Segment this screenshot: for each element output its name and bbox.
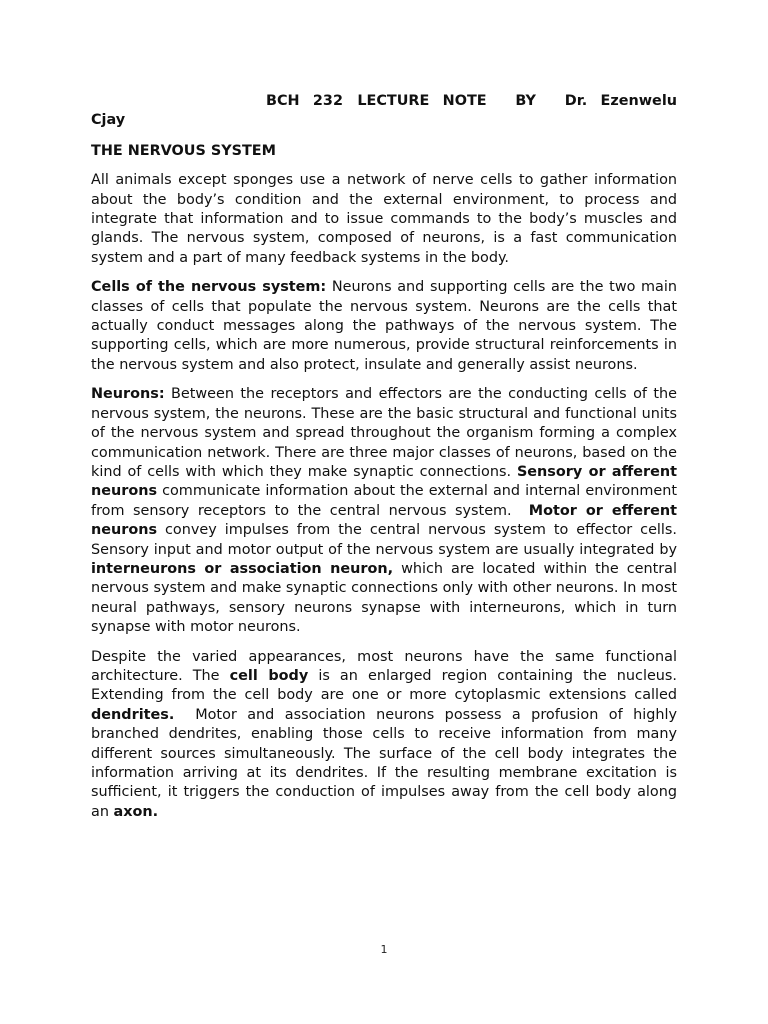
- page-number: 1: [380, 943, 388, 956]
- architecture-text-1: Despite the varied appearances, most neurons have the same functional architecture. The: [91, 648, 677, 684]
- document-page: [91, 92, 677, 822]
- interneurons-term: interneurons or association neuron,: [91, 560, 394, 577]
- architecture-text-2: is an enlarged region containing the nucleus. Extending from the cell body are one or more cytoplasmic extensions called: [91, 667, 677, 704]
- paragraph-cells: [91, 278, 677, 375]
- paragraph-neurons: [91, 385, 677, 637]
- dendrites-term: dendrites.: [91, 706, 175, 723]
- cells-text: Neurons and supporting cells are the two main classes of cells that populate the nervous system. Neurons are the cells that actually conduct messages along the pathways of the nervous system. The supporting cells, which are more numerous, provide structural reinforcements in the nervous system and also protect, insulate and generally assist neurons.: [91, 279, 677, 373]
- neurons-text-4: which are located within the central nervous system and make synaptic connections only with other neurons. In most neural pathways, sensory neurons synapse with interneurons, which in turn synapse with motor neurons.: [91, 560, 677, 636]
- paragraph-intro: All animals except sponges use a network of nerve cells to gather information about the body’s condition and the external environment, to process and integrate that information and to issue commands to the body’s muscles and glands. The nervous system, composed of neurons, is a fast communication system and a part of many feedback systems in the body.: [91, 172, 677, 266]
- header-text: BCH 232 LECTURE NOTE BY Dr. Ezenwelu Cjay: [91, 93, 677, 129]
- neurons-text-3: convey impulses from the central nervous system to effector cells. Sensory input and motor output of the nervous system are usually integrated by: [91, 522, 677, 558]
- section-title: THE NERVOUS SYSTEM: [91, 142, 276, 159]
- lecture-header: [91, 92, 677, 131]
- cell-body-term: cell body: [229, 667, 309, 684]
- paragraph-architecture: [91, 648, 677, 823]
- neurons-text-2: communicate information about the external and internal environment from sensory receptors to the central nervous system.: [91, 483, 677, 519]
- architecture-text-3: Motor and association neurons possess a profusion of highly branched dendrites, enabling those cells to receive information from many different sources simultaneously. The surface of the cell body integrates the information arriving at its dendrites. If the resulting membrane excitation is sufficient, it triggers the conduction of impulses away from the cell body along an: [91, 706, 677, 820]
- motor-neurons-term: Motor or efferent neurons: [91, 502, 677, 539]
- neurons-text-1: Between the receptors and effectors are the conducting cells of the nervous system, the neurons. These are the basic structural and functional units of the nervous system and spread throughout the organism forming a complex communication network. There are three major classes of neurons, based on the kind of cells with which they make synaptic connections.: [91, 386, 677, 480]
- neurons-heading: Neurons:: [91, 386, 165, 403]
- sensory-neurons-term: Sensory or afferent neurons: [91, 463, 678, 500]
- axon-term: axon.: [113, 803, 159, 820]
- cells-heading: Cells of the nervous system:: [91, 279, 327, 296]
